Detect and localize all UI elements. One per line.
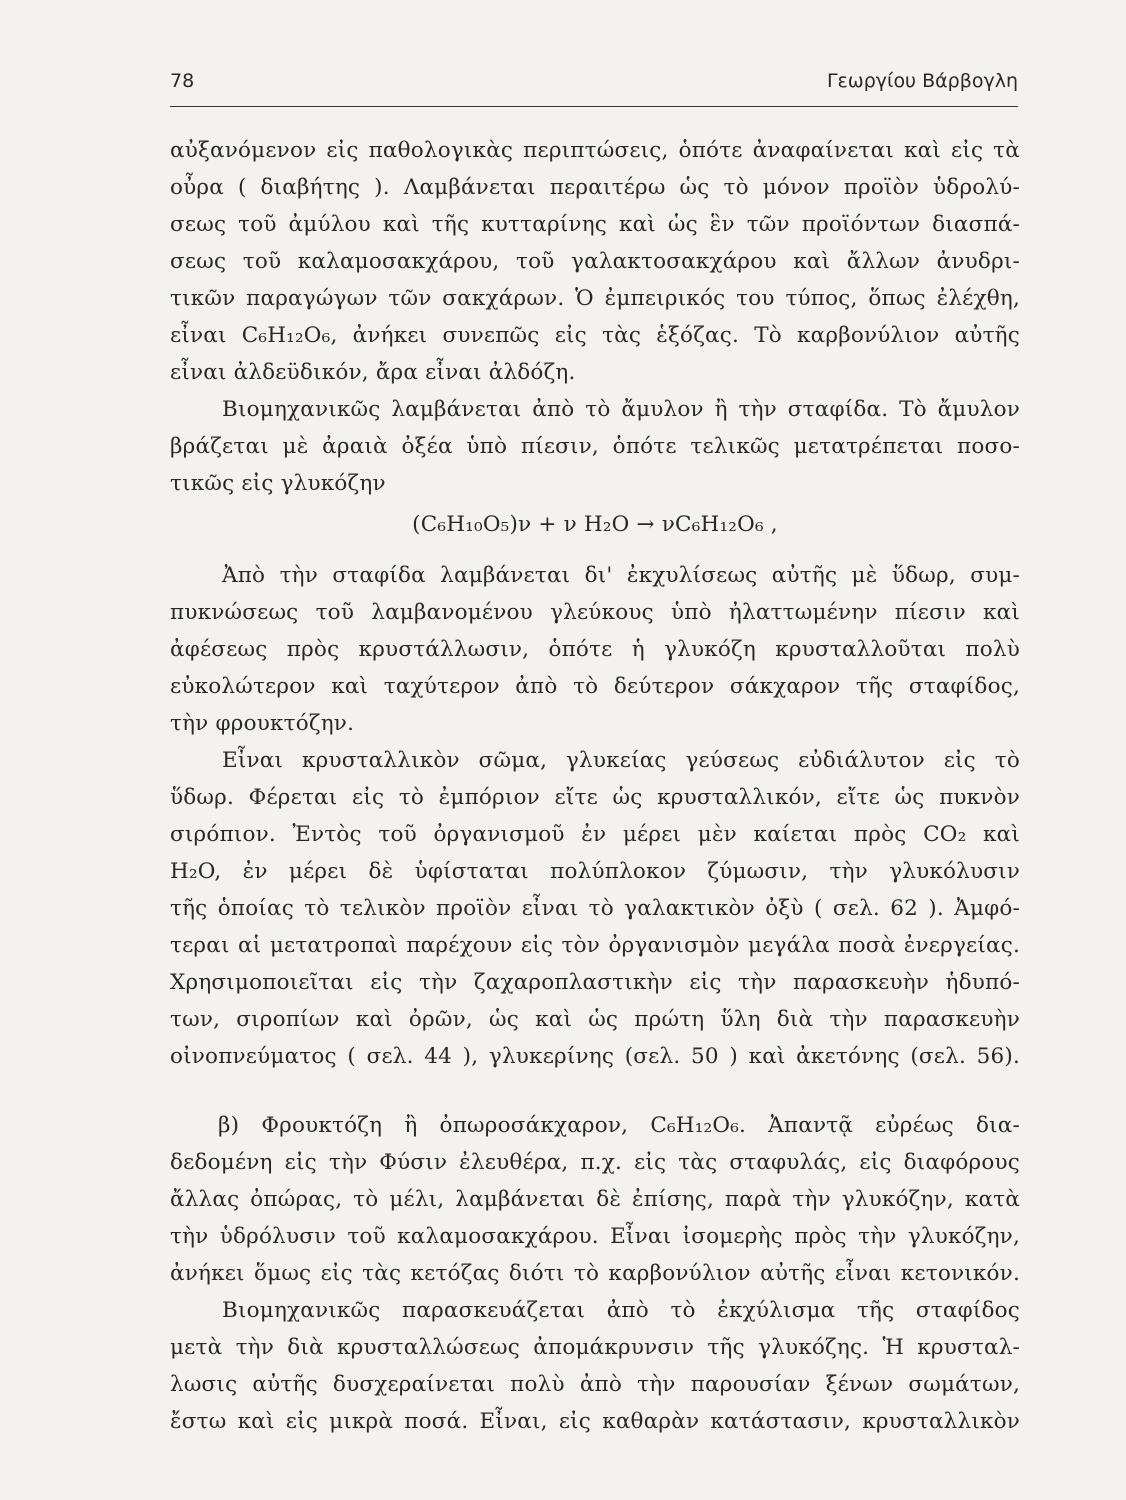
text-line: ἄλλας ὀπώρας, τὸ μέλι, λαμβάνεται δὲ ἐπίσης, παρὰ τὴν γλυκόζην, κατὰ bbox=[170, 1187, 1020, 1212]
running-head: Γεωργίου Βάρβογλη bbox=[826, 70, 1018, 92]
text-line: πυκνώσεως τοῦ λαμβανομένου γλεύκους ὑπὸ ἠλαττωμένην πίεσιν καὶ bbox=[170, 600, 1020, 625]
text-line: αὐξανόμενον εἰς παθολογικὰς περιπτώσεις, ὁπότε ἀναφαίνεται καὶ εἰς τὰ bbox=[170, 138, 1020, 163]
text-line: ἀφέσεως πρὸς κρυστάλλωσιν, ὁπότε ἡ γλυκόζη κρυσταλλοῦται πολὺ bbox=[170, 637, 1020, 662]
text-line: ἔστω καὶ εἰς μικρὰ ποσά. Εἶναι, εἰς καθαρὰν κατάστασιν, κρυσταλλικὸν bbox=[170, 1409, 1020, 1434]
text-line: οἰνοπνεύματος ( σελ. 44 ), γλυκερίνης (σελ. 50 ) καὶ ἀκετόνης (σελ. 56). bbox=[170, 1044, 1020, 1069]
section-heading-line: β) Φρουκτόζη ἢ ὀπωροσάκχαρον, C₆H₁₂O₆. Ἀπαντᾷ εὐρέως δια- bbox=[218, 1113, 1020, 1138]
text-line: οὖρα ( διαβήτης ). Λαμβάνεται περαιτέρω ὡς τὸ μόνον προϊὸν ὑδρολύ- bbox=[170, 175, 1020, 200]
text-line: Χρησιμοποιεῖται εἰς τὴν ζαχαροπλαστικὴν εἰς τὴν παρασκευὴν ἡδυπό- bbox=[170, 970, 1020, 995]
text-line: τῆς ὁποίας τὸ τελικὸν προϊὸν εἶναι τὸ γαλακτικὸν ὀξὺ ( σελ. 62 ). Ἀμφό- bbox=[170, 896, 1020, 921]
text-line: σεως τοῦ ἀμύλου καὶ τῆς κυτταρίνης καὶ ὡς ἓν τῶν προϊόντων διασπά- bbox=[170, 212, 1020, 237]
text-line: Βιομηχανικῶς λαμβάνεται ἀπὸ τὸ ἄμυλον ἢ τὴν σταφίδα. Τὸ ἄμυλον bbox=[222, 397, 1020, 422]
text-line: βράζεται μὲ ἀραιὰ ὀξέα ὑπὸ πίεσιν, ὁπότε τελικῶς μετατρέπεται ποσο- bbox=[170, 434, 1020, 459]
text-line: εἶναι ἀλδεϋδικόν, ἄρα εἶναι ἀλδόζη. bbox=[170, 360, 576, 385]
text-line: τεραι αἱ μετατροπαὶ παρέχουν εἰς τὸν ὀργανισμὸν μεγάλα ποσὰ ἐνεργείας. bbox=[170, 933, 1020, 958]
text-line: Βιομηχανικῶς παρασκευάζεται ἀπὸ τὸ ἐκχύλισμα τῆς σταφίδος bbox=[222, 1298, 1020, 1323]
text-line: λωσις αὐτῆς δυσχεραίνεται πολὺ ἀπὸ τὴν παρουσίαν ξένων σωμάτων, bbox=[170, 1372, 1020, 1397]
text-line: δεδομένη εἰς τὴν Φύσιν ἐλευθέρα, π.χ. εἰς τὰς σταφυλάς, εἰς διαφόρους bbox=[170, 1150, 1020, 1175]
text-line: τικῶς εἰς γλυκόζην bbox=[170, 471, 386, 496]
text-line: τὴν ὑδρόλυσιν τοῦ καλαμοσακχάρου. Εἶναι ἰσομερὴς πρὸς τὴν γλυκόζην, bbox=[170, 1224, 1020, 1249]
page-number: 78 bbox=[170, 70, 195, 92]
text-line: H₂O, ἐν μέρει δὲ ὑφίσταται πολύπλοκον ζύμωσιν, τὴν γλυκόλυσιν bbox=[170, 859, 1020, 884]
text-line: τικῶν παραγώγων τῶν σακχάρων. Ὁ ἐμπειρικός του τύπος, ὅπως ἐλέχθη, bbox=[170, 286, 1020, 311]
text-line: Εἶναι κρυσταλλικὸν σῶμα, γλυκείας γεύσεως εὐδιάλυτον εἰς τὸ bbox=[222, 748, 1020, 773]
text-line: μετὰ τὴν διὰ κρυσταλλώσεως ἀπομάκρυνσιν τῆς γλυκόζης. Ἡ κρυσταλ- bbox=[170, 1335, 1020, 1360]
text-line: σιρόπιον. Ἐντὸς τοῦ ὀργανισμοῦ ἐν μέρει μὲν καίεται πρὸς CO₂ καὶ bbox=[170, 822, 1020, 847]
text-line: ἀνήκει ὅμως εἰς τὰς κετόζας διότι τὸ καρβονύλιον αὐτῆς εἶναι κετονικόν. bbox=[170, 1261, 1020, 1286]
text-line: εἶναι C₆H₁₂O₆, ἀνήκει συνεπῶς εἰς τὰς ἑξόζας. Τὸ καρβονύλιον αὐτῆς bbox=[170, 323, 1020, 348]
text-line: των, σιροπίων καὶ ὀρῶν, ὡς καὶ ὡς πρώτη ὕλη διὰ τὴν παρασκευὴν bbox=[170, 1007, 1020, 1032]
text-line: σεως τοῦ καλαμοσακχάρου, τοῦ γαλακτοσακχάρου καὶ ἄλλων ἀνυδρι- bbox=[170, 249, 1020, 274]
text-line: ὕδωρ. Φέρεται εἰς τὸ ἐμπόριον εἴτε ὡς κρυσταλλικόν, εἴτε ὡς πυκνὸν bbox=[170, 785, 1020, 810]
text-line: τὴν φρουκτόζην. bbox=[170, 711, 355, 736]
text-line: Ἀπὸ τὴν σταφίδα λαμβάνεται δι' ἐκχυλίσεως αὐτῆς μὲ ὕδωρ, συμ- bbox=[222, 563, 1020, 588]
chemical-equation: (C₆H₁₀O₅)ν + ν H₂O → νC₆H₁₂O₆ , bbox=[412, 512, 778, 537]
page-header bbox=[170, 70, 1018, 107]
text-line: εὐκολώτερον καὶ ταχύτερον ἀπὸ τὸ δεύτερον σάκχαρον τῆς σταφίδος, bbox=[170, 674, 1020, 699]
